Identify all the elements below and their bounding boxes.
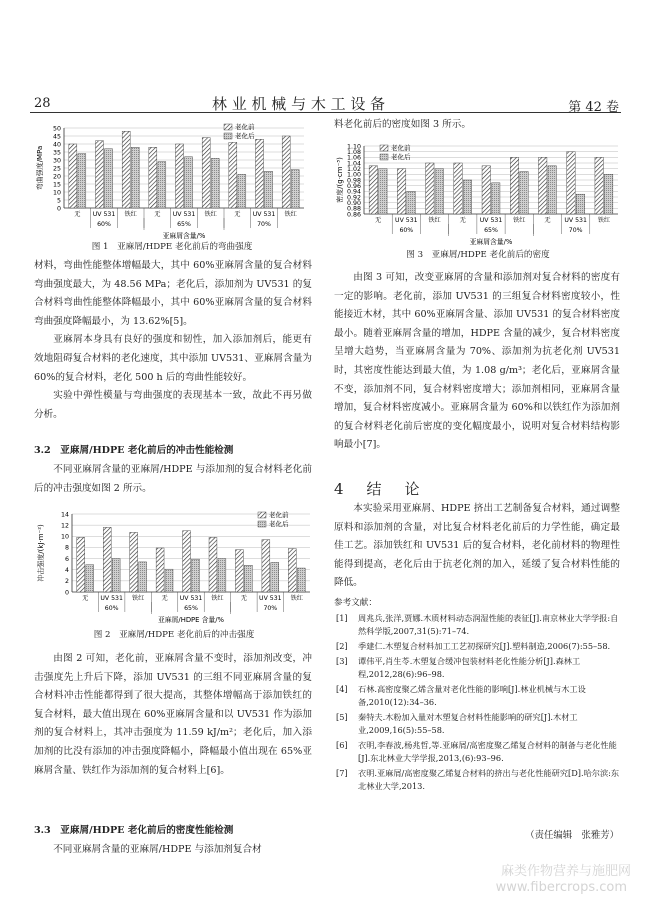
bar-before-aging xyxy=(122,131,130,208)
y-axis-label: 密度/(g·cm⁻³) xyxy=(336,157,344,203)
legend-swatch-before xyxy=(224,124,232,130)
x-group-label: 70% xyxy=(263,605,278,612)
x-tick-label: 无 xyxy=(375,217,382,224)
legend-swatch-after xyxy=(258,521,266,527)
watermark-url: www.fibercrops.com xyxy=(495,880,627,895)
x-tick-label: 铁红 xyxy=(597,217,611,224)
bar-after-aging xyxy=(379,169,387,214)
x-tick-label: 铁红 xyxy=(204,211,217,218)
x-tick-label: 铁红 xyxy=(513,217,526,224)
bar-after-aging xyxy=(297,568,305,592)
bar-after-aging xyxy=(492,183,500,214)
bar-after-aging xyxy=(604,174,612,214)
reference-item xyxy=(336,655,620,681)
legend-label: 老化后 xyxy=(235,132,255,140)
section-3-3-heading: 3.3 亚麻屑/HDPE 老化前后的密度性能检测 xyxy=(34,825,234,836)
reference-text: 衣明.亚麻屑/高密度聚乙烯复合材料的挤出与老化性能研究[D].哈尔滨:东北林业大学,2013. xyxy=(358,768,620,791)
x-tick-label: UV 531 xyxy=(100,595,123,602)
x-axis-label: 亚麻屑含量/% xyxy=(162,232,206,240)
x-axis-label: 亚麻屑含量/% xyxy=(469,238,513,246)
bar-before-aging xyxy=(156,548,164,592)
reference-number: [5] xyxy=(336,712,348,722)
x-tick-label: 无 xyxy=(544,217,551,224)
x-tick-label: 铁红 xyxy=(284,211,297,218)
x-tick-label: 铁红 xyxy=(211,595,224,602)
bar-before-aging xyxy=(96,141,104,208)
bar-before-aging xyxy=(77,537,85,592)
x-tick-label: UV 531 xyxy=(252,211,276,218)
editor-note: （责任编辑 张雅芳） xyxy=(525,830,619,841)
y-tick-label: 1.10 xyxy=(346,143,361,151)
y-tick-label: 8 xyxy=(64,544,69,552)
paragraph: 实验中弹性模量与弯曲强度的表现基本一致，故此不再另做分析。 xyxy=(34,390,312,420)
bar-after-aging xyxy=(211,158,219,208)
legend-label: 老化前 xyxy=(235,123,255,131)
bar-after-aging xyxy=(244,565,252,592)
x-axis-label: 亚麻屑/HDPE 含量/% xyxy=(158,616,224,624)
x-group-label: 60% xyxy=(97,221,111,228)
bar-before-aging xyxy=(202,138,210,208)
figure-3-caption: 图 3 亚麻屑/HDPE 老化前后的密度 xyxy=(406,250,550,260)
bar-after-aging xyxy=(78,154,86,208)
y-tick-label: 0.88 xyxy=(346,205,361,213)
bar-before-aging xyxy=(130,532,138,592)
y-tick-label: 35 xyxy=(52,149,61,157)
legend-swatch-after xyxy=(380,154,388,160)
reference-number: [1] xyxy=(336,613,348,623)
reference-number: [7] xyxy=(336,768,348,778)
reference-item xyxy=(336,640,620,653)
x-tick-label: UV 531 xyxy=(479,217,503,224)
y-tick-label: 4 xyxy=(64,567,69,575)
legend-label: 老化后 xyxy=(269,520,289,528)
bar-after-aging xyxy=(158,162,166,208)
reference-item xyxy=(336,711,620,737)
bar-before-aging xyxy=(256,139,264,208)
reference-list xyxy=(336,612,620,795)
bar-after-aging xyxy=(86,565,94,592)
y-tick-label: 0.92 xyxy=(346,194,361,202)
y-tick-label: 25 xyxy=(52,165,61,173)
legend-label: 老化后 xyxy=(391,153,411,161)
paragraph: 由图 2 可知，老化前，亚麻屑含量不变时，添加剂改变，冲击强度先上升后下降，添加 UV531 的三组不同亚麻屑含量的复合材料冲击性能都得到了很大提高，其整体增幅高于添加铁红的复合材料，最大值出现在 60%亚麻屑含量和以 UV531 作为添加剂的复合材料上，其冲击强度为 11.59 kJ/m²；老化后，加入添加剂的比没有添加的冲击强度降幅小，降幅最小值出现在 65%亚麻屑含量、铁红作为添加剂的复合材料上[6]。 xyxy=(34,653,312,776)
figure-3-chart xyxy=(334,140,622,250)
bar-after-aging xyxy=(520,172,528,215)
bar-after-aging xyxy=(576,194,584,214)
bar-before-aging xyxy=(538,157,546,214)
bar-before-aging xyxy=(183,531,191,592)
figure-2-caption: 图 2 亚麻屑/HDPE 老化前后的冲击强度 xyxy=(93,630,255,640)
x-tick-label: UV 531 xyxy=(172,211,196,218)
journal-title: 林 业 机 械 与 木 工 设 备 xyxy=(212,95,386,113)
x-tick-label: 铁红 xyxy=(131,595,145,602)
reference-number: [2] xyxy=(336,641,348,651)
paragraph: 材料，弯曲性能整体增幅最大，其中 60%亚麻屑含量的复合材料弯曲强度最大，为 48.56 MPa；老化后，添加剂为 UV531 的复合材料弯曲性能整体降幅最小，其中 60%亚麻屑含量的复合材料弯曲强度降幅最小，为 13.62%[5]。 xyxy=(34,260,312,327)
bar-after-aging xyxy=(291,170,299,208)
bar-before-aging xyxy=(454,163,462,214)
y-tick-label: 0.90 xyxy=(346,199,361,207)
y-tick-label: 0.94 xyxy=(346,188,361,196)
y-tick-label: 2 xyxy=(64,578,69,586)
y-tick-label: 1.06 xyxy=(346,154,361,162)
legend-label: 老化前 xyxy=(391,144,411,152)
bar-before-aging xyxy=(288,549,296,592)
bar-after-aging xyxy=(218,559,226,592)
x-tick-label: UV 531 xyxy=(395,217,418,224)
x-tick-label: UV 531 xyxy=(564,217,587,224)
legend-swatch-before xyxy=(380,145,388,151)
x-tick-label: 无 xyxy=(154,211,161,218)
x-tick-label: 无 xyxy=(459,217,466,224)
section-4-heading: 4 结 论 xyxy=(334,480,424,498)
x-group-label: 70% xyxy=(568,227,583,234)
x-group-label: 60% xyxy=(399,227,414,234)
figure-2-chart xyxy=(34,506,314,628)
paragraph: 本实验采用亚麻屑、HDPE 挤出工艺制备复合材料，通过调整原料和添加剂的含量，对比复合材料老化前后的力学性能，确定最佳工艺。添加铁红和 UV531 后的复合材料，老化前材料的物理性能得到提高，老化后由于抗老化剂的加入，延缓了复合材料性能的降低。 xyxy=(334,503,620,589)
bar-before-aging xyxy=(149,147,157,208)
x-group-label: 70% xyxy=(257,221,271,228)
reference-item xyxy=(336,739,620,765)
y-tick-label: 0.86 xyxy=(346,211,361,219)
paragraph: 不同亚麻屑含量的亚麻屑/HDPE 与添加剂复合材 xyxy=(53,844,262,855)
references-title: 参考文献： xyxy=(334,598,377,608)
reference-number: [3] xyxy=(336,656,348,666)
bar-after-aging xyxy=(265,171,273,208)
reference-number: [6] xyxy=(336,740,348,750)
y-tick-label: 45 xyxy=(52,133,61,141)
bar-after-aging xyxy=(271,562,279,592)
y-tick-label: 15 xyxy=(52,181,61,189)
x-group-label: 65% xyxy=(177,221,191,228)
y-tick-label: 0 xyxy=(56,205,61,213)
bar-after-aging xyxy=(407,191,415,214)
y-tick-label: 10 xyxy=(52,189,61,197)
y-tick-label: 12 xyxy=(60,522,69,530)
volume-label: 第 42 卷 xyxy=(568,100,619,115)
bar-before-aging xyxy=(369,166,377,214)
y-tick-label: 0.98 xyxy=(346,177,361,185)
x-tick-label: 无 xyxy=(74,211,81,218)
reference-item xyxy=(336,767,620,793)
x-tick-label: UV 531 xyxy=(259,595,282,602)
y-axis-label: 冲击强度/(kJ·m⁻²) xyxy=(37,524,45,582)
bar-after-aging xyxy=(131,147,139,208)
y-tick-label: 0.96 xyxy=(346,182,361,190)
x-group-label: 60% xyxy=(104,605,119,612)
bar-after-aging xyxy=(548,166,556,214)
section-3-2-heading: 3.2 亚麻屑/HDPE 老化前后的冲击性能检测 xyxy=(34,445,234,456)
bar-after-aging xyxy=(165,569,173,592)
legend-swatch-before xyxy=(258,512,266,518)
reference-item xyxy=(336,612,620,638)
paragraph: 料老化前后的密度如图 3 所示。 xyxy=(334,119,471,130)
paragraph: 亚麻屑本身具有良好的强度和韧性，加入添加剂后，能更有效地阻碍复合材料的老化速度，其中添加 UV531、亚麻屑含量为 60%的复合材料，老化 500 h 后的弯曲性能较好。 xyxy=(34,334,312,383)
bar-after-aging xyxy=(139,562,147,592)
y-tick-label: 1.02 xyxy=(346,165,361,173)
page-number: 28 xyxy=(34,96,51,111)
reference-text: 周兆兵,张洋,贾娜.木质材料动态润湿性能的表征[J].南京林业大学学报:自然科学版,2007,31(5):71–74. xyxy=(358,613,619,636)
bar-before-aging xyxy=(176,144,184,208)
x-group-label: 65% xyxy=(484,227,498,234)
bar-after-aging xyxy=(105,149,113,208)
y-tick-label: 50 xyxy=(52,125,61,133)
bar-after-aging xyxy=(112,559,120,592)
y-tick-label: 30 xyxy=(52,157,61,165)
legend-swatch-after xyxy=(224,133,232,139)
bar-before-aging xyxy=(595,157,603,214)
bar-after-aging xyxy=(192,559,200,592)
bar-before-aging xyxy=(229,142,237,208)
x-tick-label: UV 531 xyxy=(179,595,203,602)
x-group-label: 65% xyxy=(184,605,198,612)
bar-before-aging xyxy=(235,550,243,592)
y-tick-label: 1.00 xyxy=(346,171,361,179)
x-tick-label: 铁红 xyxy=(428,217,441,224)
x-tick-label: UV 531 xyxy=(92,211,116,218)
reference-text: 石林.高密度聚乙烯含量对老化性能的影响[J].林业机械与木工设备,2010(12):34–36. xyxy=(358,684,586,707)
y-tick-label: 6 xyxy=(64,555,69,563)
bar-after-aging xyxy=(185,157,193,208)
x-tick-label: 铁红 xyxy=(124,211,137,218)
reference-item xyxy=(336,683,620,709)
bar-after-aging xyxy=(238,174,246,208)
reference-text: 衣明,李春波,杨兆哲,等.亚麻屑/高密度聚乙烯复合材料的制备与老化性能[J].东北林业大学学报,2013,(6):93–96. xyxy=(358,740,617,763)
y-tick-label: 1.04 xyxy=(346,160,361,168)
bar-before-aging xyxy=(510,157,518,214)
y-tick-label: 0 xyxy=(64,589,69,597)
bar-before-aging xyxy=(103,527,111,592)
y-tick-label: 5 xyxy=(56,197,61,205)
bar-before-aging xyxy=(567,152,575,214)
bar-before-aging xyxy=(426,163,434,214)
x-tick-label: 无 xyxy=(234,211,241,218)
bar-before-aging xyxy=(69,144,77,208)
reference-text: 秦特夫.木粉加入量对木塑复合材料性能影响的研究[J].木材工业,2009,16(5):55–58. xyxy=(358,712,578,735)
reference-text: 季建仁.木塑复合材料加工工艺初探研究[J].塑料制造,2006(7):55–58. xyxy=(358,641,611,651)
bar-before-aging xyxy=(209,537,217,592)
y-tick-label: 10 xyxy=(60,533,69,541)
figure-1-caption: 图 1 亚麻屑/HDPE 老化前后的弯曲强度 xyxy=(91,242,253,252)
y-tick-label: 40 xyxy=(52,141,61,149)
watermark-text: 麻类作物营养与施肥网 xyxy=(500,864,631,879)
x-tick-label: 无 xyxy=(240,595,247,602)
x-tick-label: 无 xyxy=(161,595,168,602)
y-tick-label: 20 xyxy=(52,173,61,181)
paragraph: 由图 3 可知，改变亚麻屑的含量和添加剂对复合材料的密度有一定的影响。老化前，添加 UV531 的三组复合材料密度较小，性能接近木材，其中 60%亚麻屑含量、添加 UV531 的复合材料密度最小。随着亚麻屑含量的增加，HDPE 含量的减少，复合材料密度呈增大趋势，当亚麻屑含量为 70%、添加剂为抗老化剂 UV531 时，其密度性能达到最大值，为 1.08 g/m³；老化后，亚麻屑含量不变，添加剂不同，复合材料密度增大；添加剂相同，亚麻屑含量增加，复合材料密度减小。亚麻屑含量为 60%和以铁红作为添加剂的复合材料老化前后密度的变化幅度最小，说明对复合材料结构影响最小[7]。 xyxy=(334,272,620,451)
reference-number: [4] xyxy=(336,684,348,694)
x-tick-label: 无 xyxy=(82,595,89,602)
figure-1-chart xyxy=(34,120,310,246)
header-rule xyxy=(30,112,621,113)
left-text-1 xyxy=(34,257,312,424)
x-tick-label: 铁红 xyxy=(290,595,303,602)
y-tick-label: 14 xyxy=(60,511,69,519)
bar-after-aging xyxy=(463,180,471,214)
bar-before-aging xyxy=(482,166,490,214)
y-tick-label: 1.08 xyxy=(346,148,361,156)
reference-text: 谭伟平,肖生苓.木塑复合缓冲包装材料老化性能分析[J].森林工程,2012,28(6):96–98. xyxy=(358,656,581,679)
paragraph: 不同亚麻屑含量的亚麻屑/HDPE 与添加剂的复合材料老化前后的冲击强度如图 2 所示。 xyxy=(34,464,312,494)
y-axis-label: 弯曲强度/MPa xyxy=(36,145,44,191)
bar-after-aging xyxy=(435,169,443,214)
legend-label: 老化前 xyxy=(269,511,289,519)
bar-before-aging xyxy=(282,136,290,208)
bar-before-aging xyxy=(262,540,270,592)
bar-before-aging xyxy=(397,169,405,214)
